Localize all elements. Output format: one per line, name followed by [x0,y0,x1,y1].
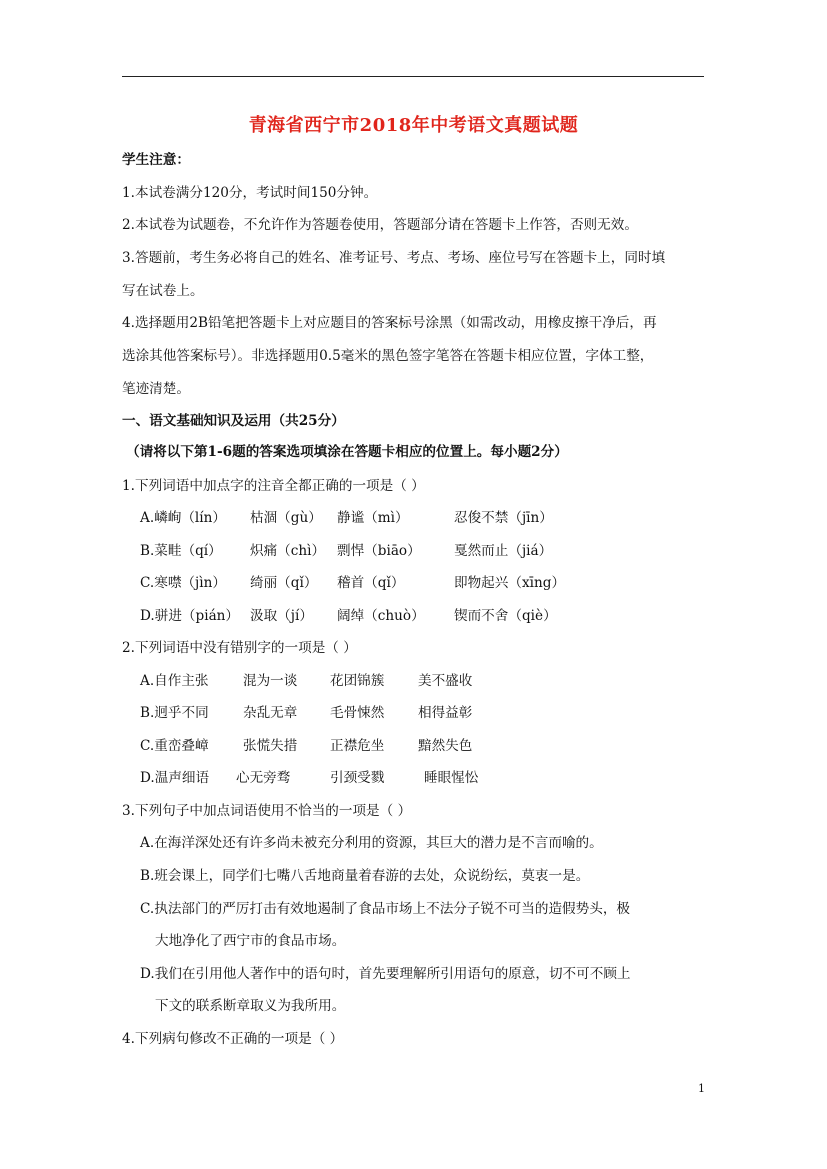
q1-option-b: B.菜畦（qí） [140,543,222,559]
q1-option-d-word: 汲取（jí） [250,608,313,624]
q2-option-d-word: 睡眼惺忪 [424,770,479,786]
question-1-stem: 1.下列词语中加点字的注音全都正确的一项是（ ） [122,478,425,494]
q3-option-a: A.在海洋深处还有许多尚未被充分利用的资源，其巨大的潜力是不言而喻的。 [140,835,603,851]
q3-option-b: B.班会课上，同学们七嘴八舌地商量着春游的去处，众说纷纭，莫衷一是。 [140,868,590,884]
notice-item: 4.选择题用2B铅笔把答题卡上对应题目的答案标号涂黑（如需改动，用橡皮擦干净后，再 [122,315,657,331]
notice-item: 1.本试卷满分120分，考试时间150分钟。 [122,185,378,201]
q2-option-b-word: 杂乱无章 [243,705,298,721]
q2-option-c-word: 正襟危坐 [330,738,385,754]
question-4-stem: 4.下列病句修改不正确的一项是（ ） [122,1031,344,1047]
q2-option-c-word: 黯然失色 [418,738,473,754]
q1-option-a-word: 忍俊不禁（jīn） [454,510,553,526]
q1-option-d-word: 锲而不舍（qiè） [454,608,557,624]
page-title: 青海省西宁市2018年中考语文真题试题 [248,115,579,136]
q2-option-d: D.温声细语 [140,770,210,786]
notice-item: 2.本试卷为试题卷，不允许作为答题卷使用，答题部分请在答题卡上作答，否则无效。 [122,217,638,233]
notice-item: 笔迹清楚。 [122,381,190,397]
header-rule [122,76,704,77]
page-number: 1 [698,1082,705,1095]
q1-option-a-word: 枯涸（gù） [250,510,322,526]
q2-option-d-word: 引颈受戮 [330,770,385,786]
section-instruction: （请将以下第1-6题的答案选项填涂在答题卡相应的位置上。每小题2分） [126,444,568,460]
q1-option-c-word: 稽首（qǐ） [337,575,405,591]
notice-heading: 学生注意： [122,152,190,168]
q1-option-c: C.寒噤（jìn） [140,575,226,591]
q1-option-d-word: 阔绰（chuò） [337,608,425,624]
q2-option-c-word: 张慌失措 [243,738,298,754]
notice-item: 选涂其他答案标号）。非选择题用0.5毫米的黑色签字笔答在答题卡相应位置，字体工整， [122,348,654,364]
notice-item: 3.答题前，考生务必将自己的姓名、准考证号、考点、考场、座位号写在答题卡上，同时填 [122,250,666,266]
q2-option-b: B.迥乎不同 [140,705,209,721]
q1-option-a-word: 静谧（mì） [337,510,409,526]
q1-option-a: A.嶙峋（lín） [140,510,226,526]
q2-option-a: A.自作主张 [140,673,209,689]
q1-option-b-word: 戛然而止（jiá） [454,543,553,559]
q1-option-c-word: 绮丽（qǐ） [250,575,318,591]
q3-option-c-cont: 大地净化了西宁市的食品市场。 [155,933,346,949]
q3-option-d-cont: 下文的联系断章取义为我所用。 [155,998,346,1014]
q2-option-a-word: 混为一谈 [243,673,298,689]
q2-option-b-word: 毛骨悚然 [330,705,385,721]
q1-option-b-word: 剽悍（biāo） [337,543,421,559]
section-heading: 一、语文基础知识及运用（共25分） [122,413,345,429]
notice-item: 写在试卷上。 [122,283,204,299]
q1-option-b-word: 炽痛（chì） [250,543,326,559]
q2-option-a-word: 花团锦簇 [330,673,385,689]
q1-option-c-word: 即物起兴（xīng） [454,575,566,591]
q3-option-c: C.执法部门的严厉打击有效地遏制了食品市场上不法分子锐不可当的造假势头，极 [140,901,631,917]
q3-option-d: D.我们在引用他人著作中的语句时，首先要理解所引用语句的原意，切不可不顾上 [140,966,631,982]
question-2-stem: 2.下列词语中没有错别字的一项是（ ） [122,640,357,656]
question-3-stem: 3.下列句子中加点词语使用不恰当的一项是（ ） [122,803,412,819]
q2-option-a-word: 美不盛收 [418,673,473,689]
q1-option-d: D.骈进（pián） [140,608,240,624]
q2-option-d-word: 心无旁骛 [236,770,291,786]
q2-option-b-word: 相得益彰 [418,705,473,721]
q2-option-c: C.重峦叠嶂 [140,738,209,754]
